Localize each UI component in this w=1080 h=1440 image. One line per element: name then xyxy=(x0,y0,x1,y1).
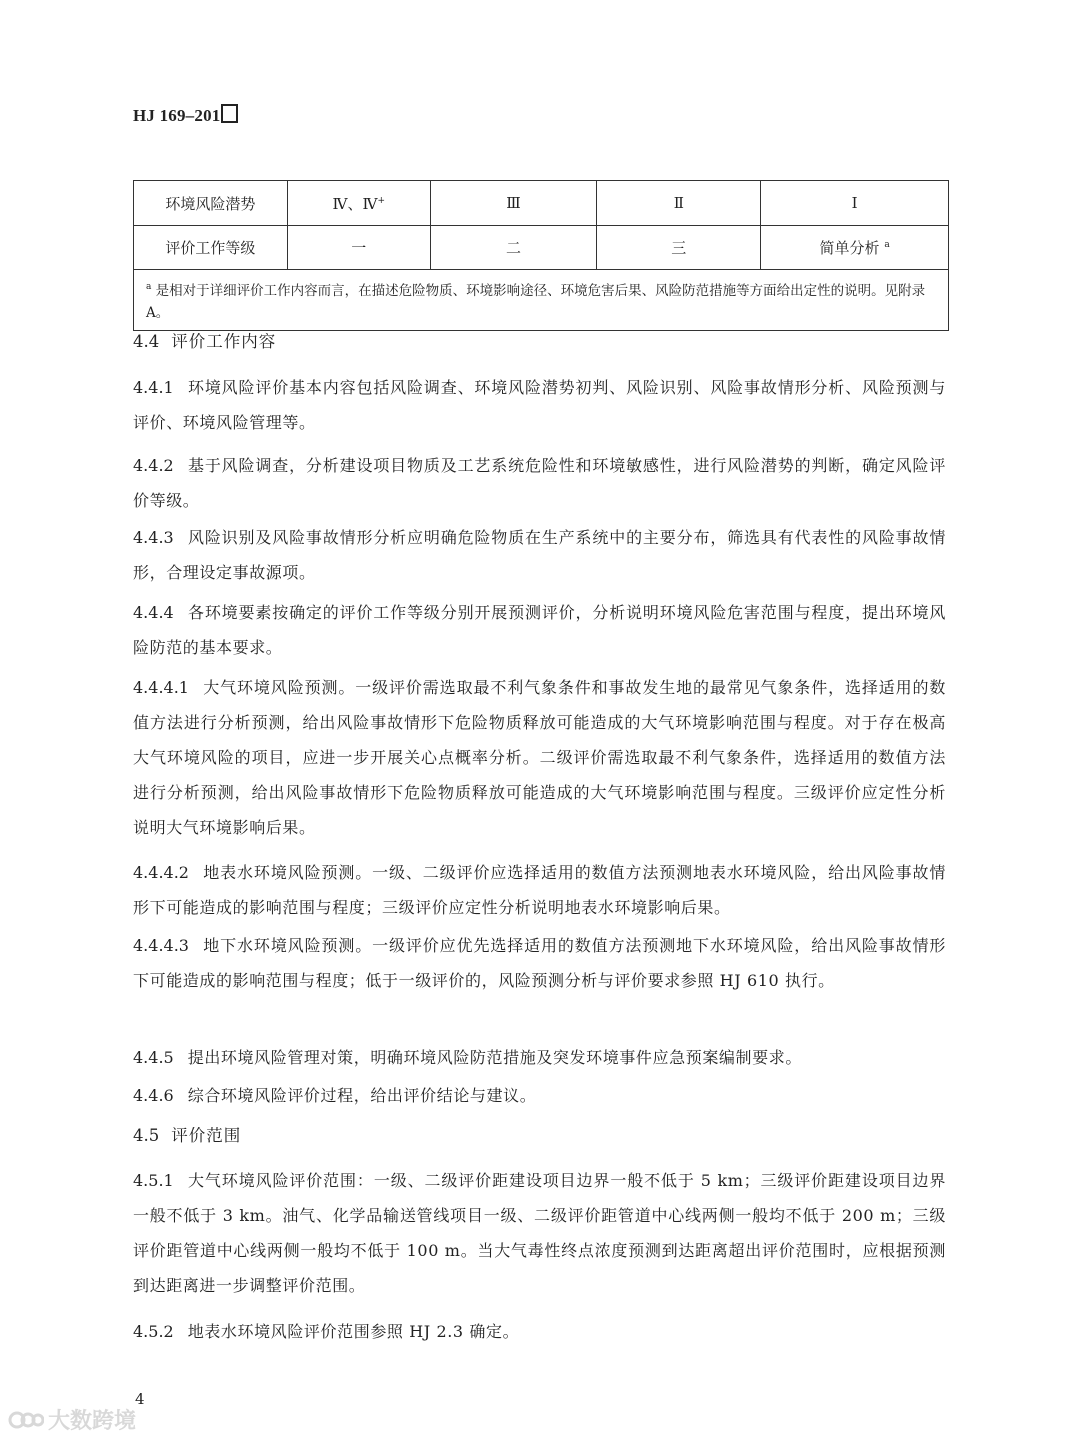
paragraph-4-4-4-3: 4.4.4.3 地下水环境风险预测。一级评价应优先选择适用的数值方法预测地下水环境风险，给出风险事故情形下可能造成的影响范围与程度；低于一级评价的，风险预测分析与评价要求参照 HJ 610 执行。 xyxy=(133,936,946,990)
table-footnote: $^a$ 是相对于详细评价工作内容而言，在描述危险物质、环境影响途径、环境危害后果、风险防范措施等方面给出定性的说明。见附录 A。 xyxy=(134,270,949,331)
paragraph-4-4-4-1: 4.4.4.1 大气环境风险预测。一级评价需选取最不利气象条件和事故发生地的最常见气象条件，选择适用的数值方法进行分析预测，给出风险事故情形下危险物质释放可能造成的大气环境影响范围与程度。对于存在极高大气环境风险的项目，应进一步开展关心点概率分析。二级评价需选取最不利气象条件，选择适用的数值方法进行分析预测，给出风险事故情形下危险物质释放可能造成的大气环境影响范围与程度。三级评价应定性分析说明大气环境影响后果。 xyxy=(133,678,946,837)
table-cell: Ⅳ、Ⅳ+ xyxy=(287,181,430,226)
document-code xyxy=(133,104,238,126)
table-cell: Ⅰ xyxy=(761,181,949,226)
paragraph-4-4-1: 4.4.1 环境风险评价基本内容包括风险调查、环境风险潜势初判、风险识别、风险事故情形分析、风险预测与评价、环境风险管理等。 xyxy=(133,378,946,432)
redacted-digit-box xyxy=(221,104,238,123)
table-cell: Ⅱ xyxy=(597,181,761,226)
row-label: 环境风险潜势 xyxy=(134,181,288,226)
table-row xyxy=(134,226,949,270)
section-heading-4-5: 4.5 评价范围 xyxy=(133,1126,242,1145)
section-heading-4-4: 4.4 评价工作内容 xyxy=(133,332,277,351)
watermark-text: 大数跨境 xyxy=(48,1409,137,1434)
table-note-row xyxy=(134,270,949,331)
table-cell: 二 xyxy=(430,226,597,270)
paragraph-4-5-1: 4.5.1 大气环境风险评价范围：一级、二级评价距建设项目边界一般不低于 5 km；三级评价距建设项目边界一般不低于 3 km。油气、化学品输送管线项目一级、二级评价距管道中心线两侧一般均不低于 200 m；三级评价距管道中心线两侧一般均不低于 100 m。当大气毒性终点浓度预测到达距离超出评价范围时，应根据预测到达距离进一步调整评价范围。 xyxy=(133,1171,946,1295)
watermark-logo-icon xyxy=(8,1407,44,1433)
table-cell: Ⅲ xyxy=(430,181,597,226)
table-cell: 简单分析 $^a$ xyxy=(761,226,949,270)
paragraph-4-5-2: 4.5.2 地表水环境风险评价范围参照 HJ 2.3 确定。 xyxy=(133,1322,520,1341)
document-code-text: HJ 169–201 xyxy=(133,106,221,125)
table-row xyxy=(134,181,949,226)
paragraph-4-4-4-2: 4.4.4.2 地表水环境风险预测。一级、二级评价应选择适用的数值方法预测地表水环境风险，给出风险事故情形下可能造成的影响范围与程度；三级评价应定性分析说明地表水环境影响后果。 xyxy=(133,863,946,917)
page-number: 4 xyxy=(135,1390,145,1408)
table-cell: 一 xyxy=(287,226,430,270)
paragraph-4-4-2: 4.4.2 基于风险调查，分析建设项目物质及工艺系统危险性和环境敏感性，进行风险潜势的判断，确定风险评价等级。 xyxy=(133,456,946,510)
paragraph-4-4-5: 4.4.5 提出环境风险管理对策，明确环境风险防范措施及突发环境事件应急预案编制要求。 xyxy=(133,1048,802,1067)
paragraph-4-4-4: 4.4.4 各环境要素按确定的评价工作等级分别开展预测评价，分析说明环境风险危害范围与程度，提出环境风险防范的基本要求。 xyxy=(133,603,946,657)
row-label: 评价工作等级 xyxy=(134,226,288,270)
paragraph-4-4-6: 4.4.6 综合环境风险评价过程，给出评价结论与建议。 xyxy=(133,1086,537,1105)
watermark xyxy=(8,1404,136,1435)
paragraph-4-4-3: 4.4.3 风险识别及风险事故情形分析应明确危险物质在生产系统中的主要分布，筛选具有代表性的风险事故情形，合理设定事故源项。 xyxy=(133,528,946,582)
table-cell: 三 xyxy=(597,226,761,270)
risk-grade-table xyxy=(133,180,949,331)
